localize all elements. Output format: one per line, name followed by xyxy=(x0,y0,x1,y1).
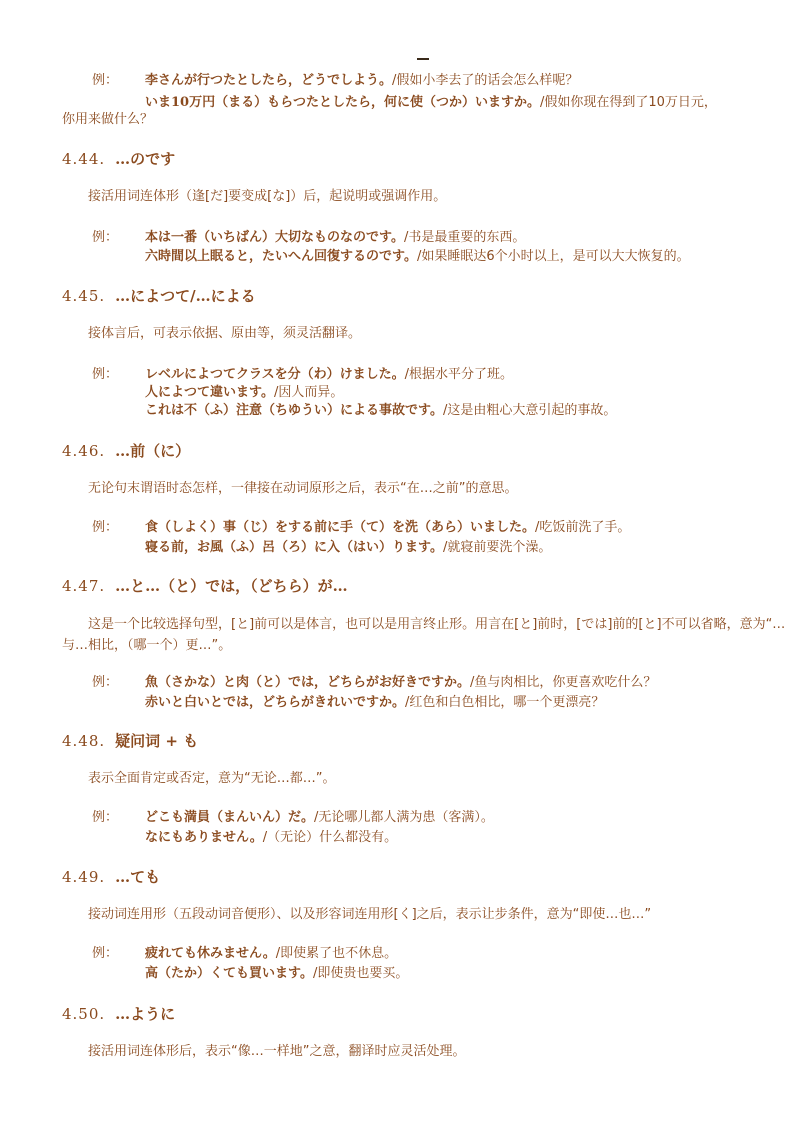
example-line: 本は一番（いちばん）大切なものなのです。/书是最重要的东西。 xyxy=(145,230,526,245)
section-description: 接活用词连体形后，表示“像…一样地”之意，翻译时应灵活处理。 xyxy=(88,1044,466,1059)
section-description: 接活用词连体形（逢[だ]要变成[な]）后，起说明或强调作用。 xyxy=(88,189,447,204)
section-heading: 4.46. …前（に） xyxy=(62,442,191,460)
example-line: 食（しよく）事（じ）をする前に手（て）を洗（あら）いました。/吃饭前洗了手。 xyxy=(145,520,631,535)
example-line: レベルによつてクラスを分（わ）けました。/根据水平分了班。 xyxy=(145,367,514,382)
example-line: どこも満員（まんいん）だ。/无论哪儿都人满为患（客满）。 xyxy=(145,810,494,825)
example-label: 例： xyxy=(92,73,119,88)
section-description: 这是一个比较选择句型，[と]前可以是体言，也可以是用言终止形。用言在[と]前时，[では]前的[と]不可以省略，意为“…与…相比，（哪一个）更…”。 xyxy=(62,617,786,653)
example-line: 魚（さかな）と肉（と）では，どちらがお好きですか。/鱼与肉相比，你更喜欢吃什么？ xyxy=(145,675,657,690)
section-heading: 4.48. 疑问词 + も xyxy=(62,732,199,750)
section-heading: 4.44. …のです xyxy=(62,150,176,168)
page-top-mark xyxy=(417,58,429,60)
example-line: なにもありません。/（无论）什么都没有。 xyxy=(145,830,398,845)
example-line: 人によつて違います。/因人而异。 xyxy=(145,385,344,400)
section-description: 表示全面肯定或否定，意为“无论…都…”。 xyxy=(88,771,336,786)
example-wrap-line: 你用来做什么？ xyxy=(62,112,154,127)
section-heading: 4.49. …ても xyxy=(62,868,161,886)
example-line: 疲れても休みません。/即使累了也不休息。 xyxy=(145,946,398,961)
example-label: 例： xyxy=(92,230,119,245)
example-line: 高（たか）くても買います。/即使贵也要买。 xyxy=(145,966,409,981)
example-label: 例： xyxy=(92,946,119,961)
example-line: 寝る前，お風（ふ）呂（ろ）に入（はい）ります。/就寝前要洗个澡。 xyxy=(145,540,552,555)
example-line: これは不（ふ）注意（ちゆうい）による事故です。/这是由粗心大意引起的事故。 xyxy=(145,403,617,418)
section-heading: 4.47. …と…（と）では，（どちら）が… xyxy=(62,577,348,595)
example-line: 赤いと白いとでは，どちらがきれいですか。/红色和白色相比，哪一个更漂亮？ xyxy=(145,695,605,710)
section-description: 无论句末谓语时态怎样，一律接在动词原形之后，表示“在…之前”的意思。 xyxy=(88,481,518,496)
section-heading: 4.45. …によつて/…による xyxy=(62,287,256,305)
example-line: 六時間以上眠ると，たいへん回復するのです。/如果睡眠达6个小时以上，是可以大大恢复的。 xyxy=(145,249,690,264)
example-label: 例： xyxy=(92,675,119,690)
example-label: 例： xyxy=(92,520,119,535)
example-line: いま10万円（まる）もらつたとしたら，何に使（つか）いますか。/假如你现在得到了10万日元， xyxy=(145,95,717,110)
section-description: 接动词连用形（五段动词音便形）、以及形容词连用形[く]之后，表示让步条件，意为“即使…也…” xyxy=(88,907,652,922)
example-label: 例： xyxy=(92,810,119,825)
section-description: 接体言后，可表示依据、原由等，须灵活翻译。 xyxy=(88,326,362,341)
example-line: 李さんが行つたとしたら，どうでしよう。/假如小李去了的话会怎么样呢？ xyxy=(145,73,579,88)
section-heading: 4.50. …ように xyxy=(62,1005,176,1023)
example-label: 例： xyxy=(92,367,119,382)
